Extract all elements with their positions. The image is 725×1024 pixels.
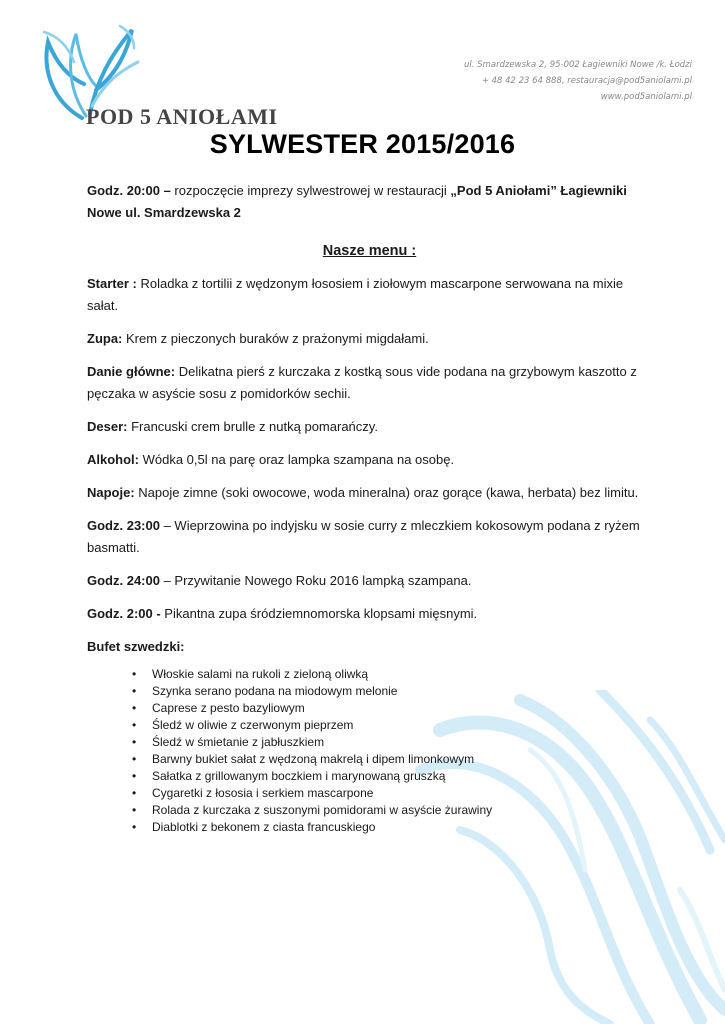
intro-venue: „Pod 5 Aniołami” Łagiewniki Nowe ul. Smardzewska 2 [87, 183, 627, 220]
menu-item [87, 449, 652, 471]
bullet-icon: • [132, 769, 137, 783]
list-item-text: Rolada z kurczaka z suszonymi pomidorami w asyście żurawiny [152, 803, 493, 817]
list-item [132, 666, 652, 683]
menu-item-text: Francuski crem brulle z nutką pomarańczy. [127, 419, 378, 434]
bufet-heading-row [87, 636, 652, 658]
bufet-list [87, 666, 652, 836]
menu-item [87, 482, 652, 504]
list-item-text: Śledź w śmietanie z jabłuszkiem [152, 735, 325, 749]
list-item [132, 751, 652, 768]
menu-item [87, 515, 652, 559]
logo-text: POD 5 ANIOŁAMI [86, 104, 278, 129]
menu-item-text: Roladka z tortilii z wędzonym łososiem i ziołowym mascarpone serwowana na mixie sałat. [87, 276, 624, 313]
list-item-text: Szynka serano podana na miodowym melonie [152, 684, 398, 698]
menu-item-label: Godz. 23:00 [87, 518, 160, 533]
bullet-icon: • [132, 820, 137, 834]
menu-item [87, 273, 652, 317]
menu-item-text: – Przywitanie Nowego Roku 2016 lampką szampana. [159, 573, 472, 588]
menu-item [87, 570, 652, 592]
menu-content [87, 180, 652, 836]
list-item [132, 768, 652, 785]
bullet-icon: • [132, 667, 137, 681]
menu-item-label: Godz. 24:00 [87, 573, 160, 588]
menu-item-text: Wódka 0,5l na parę oraz lampka szampana na osobę. [139, 452, 455, 467]
list-item-text: Diablotki z bekonem z ciasta francuskiego [152, 820, 376, 834]
menu-item-label: Deser: [87, 419, 128, 434]
website: www.pod5aniolami.pl [600, 92, 692, 102]
address: ul. Smardzewska 2, 95-002 Łagiewniki Nowe /k. Łodzi [464, 60, 692, 70]
bufet-heading: Bufet szwedzki: [87, 639, 185, 654]
bullet-icon: • [132, 718, 137, 732]
list-item [132, 819, 652, 836]
menu-item-label: Starter : [87, 276, 137, 291]
page-title: SYLWESTER 2015/2016 [209, 129, 516, 159]
list-item-text: Śledź w oliwie z czerwonym pieprzem [152, 718, 354, 732]
bullet-icon: • [132, 701, 137, 715]
bullet-icon: • [132, 752, 137, 766]
menu-item-text: Napoje zimne (soki owocowe, woda mineralna) oraz gorące (kawa, herbata) bez limitu. [134, 485, 639, 500]
menu-item-label: Napoje: [87, 485, 135, 500]
list-item-text: Sałatka z grillowanym boczkiem i marynowaną gruszką [152, 769, 446, 783]
intro-time: Godz. 20:00 – [87, 183, 171, 198]
contact-block [432, 57, 692, 105]
menu-item-label: Godz. 2:00 - [87, 606, 161, 621]
menu-item [87, 416, 652, 438]
list-item [132, 683, 652, 700]
list-item-text: Włoskie salami na rukoli z zieloną oliwką [152, 667, 369, 681]
menu-heading: Nasze menu : [322, 243, 417, 259]
intro-text: rozpoczęcie imprezy sylwestrowej w restauracji [170, 183, 451, 198]
bullet-icon: • [132, 684, 137, 698]
list-item [132, 785, 652, 802]
restaurant-logo [34, 22, 278, 129]
menu-item-text: – Wieprzowina po indyjsku w sosie curry z mleczkiem kokosowym podana z ryżem basmatti. [87, 518, 640, 555]
menu-item [87, 603, 652, 625]
list-item-text: Barwny bukiet sałat z wędzoną makrelą i dipem limonkowym [152, 752, 475, 766]
list-item [132, 734, 652, 751]
menu-item [87, 328, 652, 350]
list-item [132, 700, 652, 717]
menu-item-label: Danie główne: [87, 364, 176, 379]
menu-item-text: Krem z pieczonych buraków z prażonymi migdałami. [122, 331, 429, 346]
list-item [132, 717, 652, 734]
list-item-text: Caprese z pesto bazyliowym [152, 701, 305, 715]
intro-paragraph [87, 180, 652, 224]
phone-email: + 48 42 23 64 888, restauracja@pod5aniolami.pl [481, 76, 692, 86]
bullet-icon: • [132, 803, 137, 817]
bullet-icon: • [132, 786, 137, 800]
menu-item-text: Delikatna pierś z kurczaka z kostką sous vide podana na grzybowym kaszotto z pęczaka w asyście sosu z pomidorków sechii. [87, 364, 637, 401]
list-item-text: Cygaretki z łososia i serkiem mascarpone [152, 786, 374, 800]
menu-item-text: Pikantna zupa śródziemnomorska klopsami mięsnymi. [160, 606, 478, 621]
menu-item-label: Alkohol: [87, 452, 139, 467]
list-item [132, 802, 652, 819]
menu-item [87, 361, 652, 405]
menu-item-label: Zupa: [87, 331, 123, 346]
bullet-icon: • [132, 735, 137, 749]
